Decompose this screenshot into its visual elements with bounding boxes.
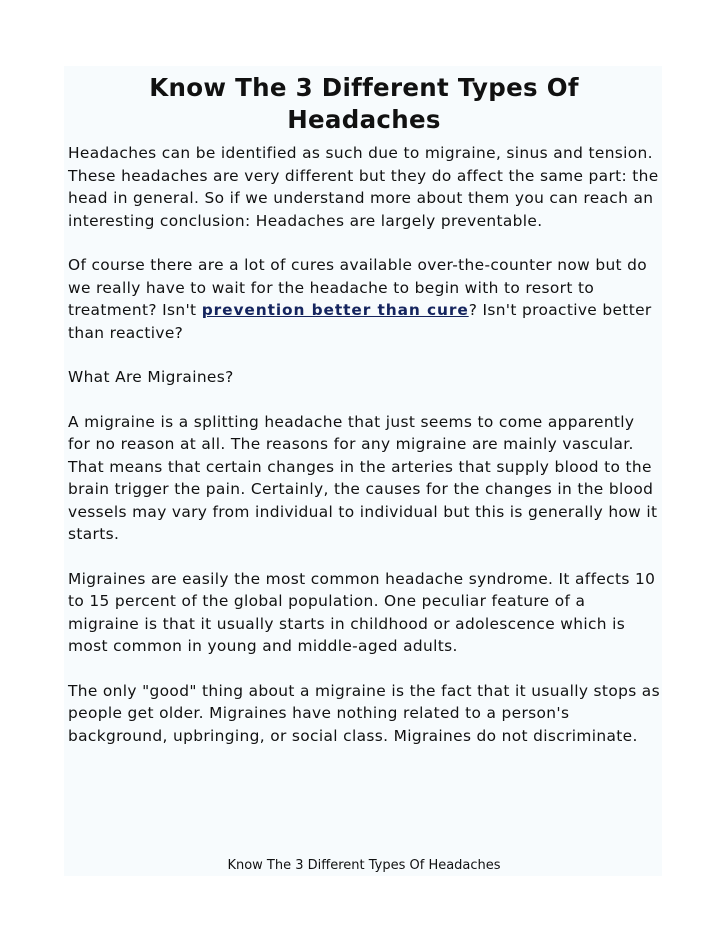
- paragraph-prevention: [68, 254, 660, 344]
- paragraph-migraine-definition: A migraine is a splitting headache that just seems to come apparently for no reason at all. The reasons for any migraine are mainly vascular. That means that certain changes in the arteries that supply blood to the brain trigger the pain. Certainly, the causes for the changes in the blood vessels may vary from individual to individual but this is generally how it starts.: [68, 412, 658, 543]
- page-title: [68, 72, 660, 136]
- document-body: [68, 72, 660, 769]
- title-line-2: Headaches: [287, 105, 441, 134]
- section-heading-migraines: What Are Migraines?: [68, 368, 234, 386]
- paragraph-prevention-text-before: Of course there are a lot of cures available over-the-counter now but do we really have to wait for the headache to begin with to resort to treatment? Isn't: [68, 256, 648, 319]
- title-line-1: Know The 3 Different Types Of: [149, 73, 579, 102]
- paragraph-migraine-prevalence: Migraines are easily the most common headache syndrome. It affects 10 to 15 percent of the global population. One peculiar feature of a migraine is that it usually starts in childhood or adolescence which is most common in young and middle-aged adults.: [68, 569, 656, 655]
- paragraph-prevention-text-after: ? Isn't proactive better than reactive?: [68, 301, 652, 342]
- paragraph-migraine-good-thing: The only "good" thing about a migraine is the fact that it usually stops as people get older. Migraines have nothing related to a person's background, upbringing, or social class. Migraines do not discriminate.: [68, 681, 660, 745]
- page-footer: Know The 3 Different Types Of Headaches: [227, 858, 501, 873]
- prevention-better-than-cure-link[interactable]: prevention better than cure: [201, 301, 469, 319]
- paragraph-intro: Headaches can be identified as such due to migraine, sinus and tension. These headaches are very different but they do affect the same part: the head in general. So if we understand more about them you can reach an interesting conclusion: Headaches are largely preventable.: [68, 144, 659, 230]
